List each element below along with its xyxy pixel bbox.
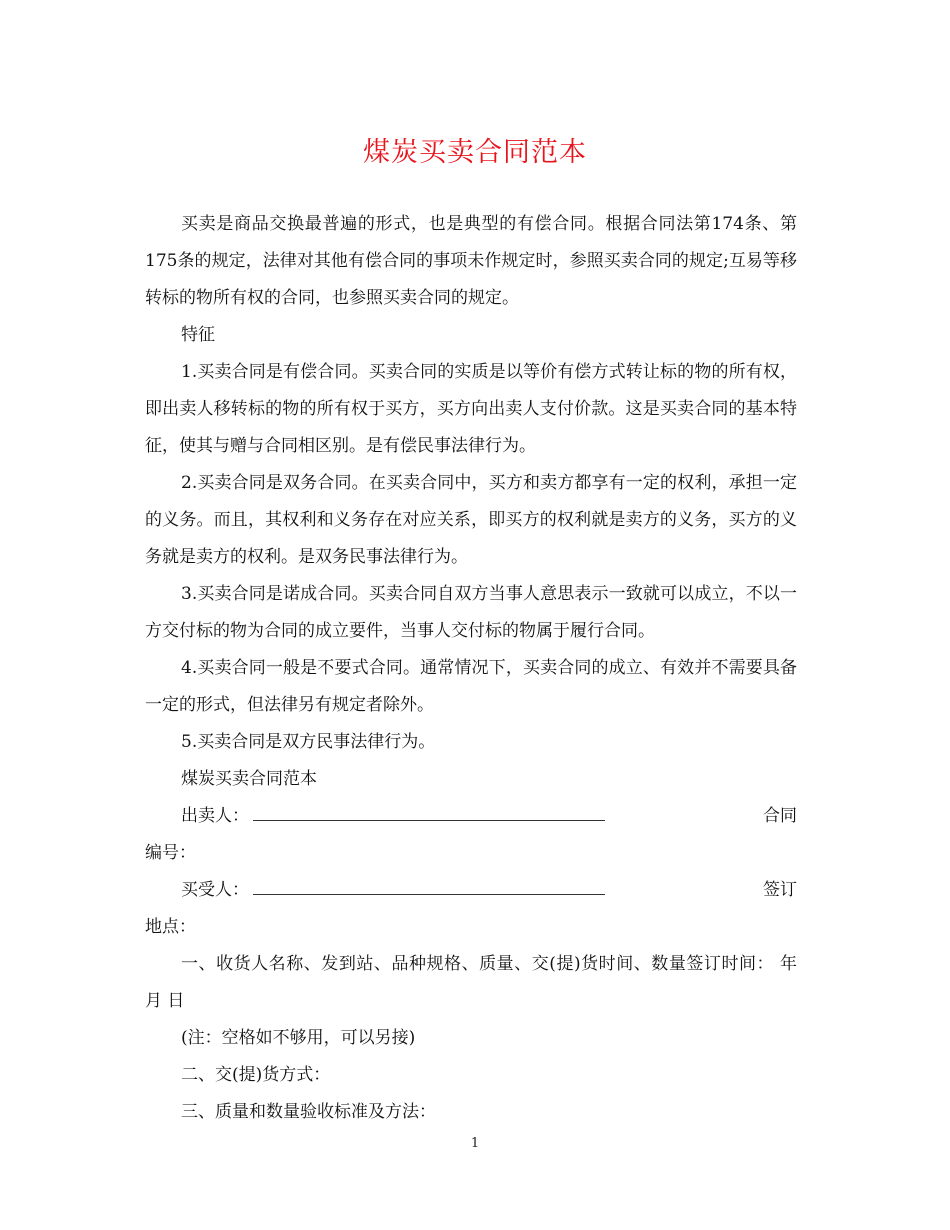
- signing-place-label: 地点：: [145, 917, 196, 937]
- document-body: [145, 206, 797, 1131]
- clause-1: 一、收货人名称、发到站、品种规格、质量、交(提)货时间、数量签订时间： 年 月 日: [145, 954, 797, 1011]
- paragraph-feature-4: 4.买卖合同一般是不要式合同。通常情况下，买卖合同的成立、有效并不需要具备一定的形式，但法律另有规定者除外。: [145, 658, 797, 715]
- signing-label-start: 签订: [763, 880, 797, 900]
- clause-2: 二、交(提)货方式：: [181, 1065, 331, 1085]
- paragraph-intro: 买卖是商品交换最普遍的形式，也是典型的有偿合同。根据合同法第174条、第175条的规定，法律对其他有偿合同的事项未作规定时，参照买卖合同的规定;互易等移转标的物所有权的合同，也参照买卖合同的规定。: [145, 214, 797, 308]
- seller-label: 出卖人：: [181, 806, 249, 826]
- paragraph-template-heading: 煤炭买卖合同范本: [181, 769, 317, 789]
- clause-3: 三、质量和数量验收标准及方法：: [181, 1102, 436, 1122]
- paragraph-feature-1: 1.买卖合同是有偿合同。买卖合同的实质是以等价有偿方式转让标的物的所有权，即出卖人移转标的物的所有权于买方，买方向出卖人支付价款。这是买卖合同的基本特征，使其与赠与合同相区别。是有偿民事法律行为。: [145, 362, 797, 456]
- page-number: 1: [470, 1136, 480, 1151]
- paragraph-feature-5: 5.买卖合同是双方民事法律行为。: [181, 732, 436, 752]
- document-title: 煤炭买卖合同范本: [363, 137, 587, 168]
- contract-label-start: 合同: [763, 806, 797, 826]
- clause-note: (注：空格如不够用，可以另接): [181, 1028, 416, 1048]
- contract-number-label: 编号：: [145, 843, 196, 863]
- buyer-blank-line: [253, 872, 605, 895]
- buyer-label: 买受人：: [181, 880, 249, 900]
- paragraph-features-heading: 特征: [181, 325, 215, 345]
- seller-blank-line: [253, 798, 605, 821]
- buyer-field-row: [145, 872, 797, 909]
- paragraph-feature-2: 2.买卖合同是双务合同。在买卖合同中，买方和卖方都享有一定的权利，承担一定的义务。而且，其权利和义务存在对应关系，即买方的权利就是卖方的义务，买方的义务就是卖方的权利。是双务民事法律行为。: [145, 473, 797, 567]
- seller-field-row: [145, 798, 797, 835]
- paragraph-feature-3: 3.买卖合同是诺成合同。买卖合同自双方当事人意思表示一致就可以成立，不以一方交付标的物为合同的成立要件，当事人交付标的物属于履行合同。: [145, 584, 797, 641]
